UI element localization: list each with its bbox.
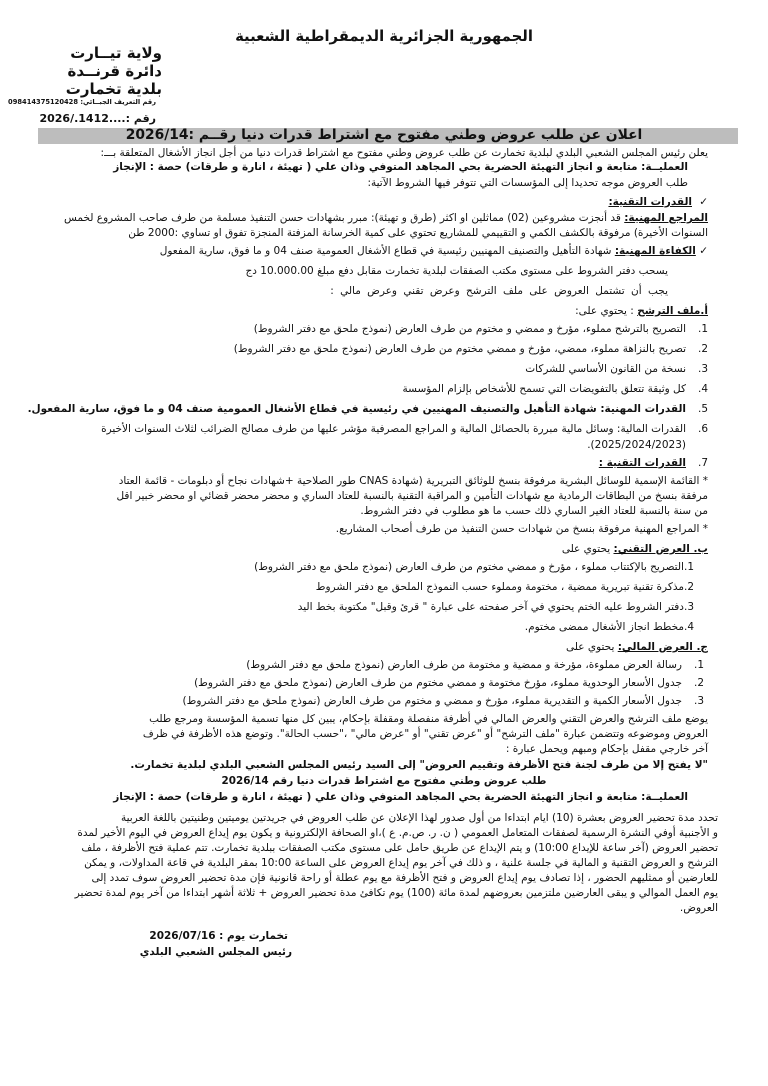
list-item-number: 3.	[693, 695, 704, 707]
deadline-line-6: يوم العمل الموالي و يبقى العارضين ملتزمين بعروضهم لمدة مائة (100) يوم تكافئ مدة تحضير العروض + ثلاثة أشهر ابتداءا من آخر يوم لمدة تحضير	[74, 887, 718, 899]
fiscal-id: رقم التعريف الجبــائي: 098414375120428	[8, 98, 156, 106]
list-item-number: 3.	[697, 363, 708, 375]
technical-offer-contains: يحتوي على	[561, 543, 611, 555]
list-item: كل وثيقة تتعلق بالتفويضات التي تسمح للأشخاص بإلزام المؤسسة	[402, 383, 686, 395]
list-item: جدول الأسعار الوحدوية مملوء، مؤرخ مختومة و ممضي مختوم من طرف العارض (نموذج ملحق مع دفتر الشروط)	[194, 677, 682, 689]
reference-number: رقم :....1412./2026	[39, 112, 156, 125]
operation-text: العمليــة: متابعة و انجاز التهيئة الحضرية بحي المجاهد المتوفي وذان علي ( تهيئة ، انارة و طرقات) حصة : الإنجاز	[113, 161, 688, 173]
years-text: (2025/2024/2023).	[587, 439, 686, 451]
deadline-line-2: و الأجنبية أوفي النشرة الرسمية لصفقات المتعامل العمومي ( ن. ر. ص.م. ع )،او الصحافة الإلكترونية و يكون يوم إيداع العروض في اليوم الأخير لمدة	[77, 827, 718, 839]
financial-offer-contains: يحتوي على	[566, 641, 615, 653]
list-item-number: 4.	[697, 383, 708, 395]
list-item: 3.دفتر الشروط عليه الختم يحتوي في آخر صفحته على عبارة " قرئ وقبل" مكتوبة بخط اليد	[297, 601, 694, 613]
envelope-quote-1: "لا يفتح إلا من طرف لجنة فتح الأظرفة وتقييم العروض" إلى السيد رئيس المجلس الشعبي البلدي لبلدية تخمارت.	[130, 759, 708, 771]
list-item-number: 7.	[697, 457, 708, 469]
prof-comp-text: شهادة التأهيل والتصنيف المهنيين رئيسية في قطاع الأشغال العمومية صنف 04 و ما فوق، سارية المفعول	[159, 245, 612, 257]
withdraw-text: يسحب دفتر الشروط على مستوى مكتب الصفقات لبلدية تخمارت مقابل دفع مبلغ 10.000.00 دج	[245, 265, 668, 277]
deadline-line-7: العروض.	[679, 902, 718, 914]
list-item: 4.مخطط انجاز الأشغال ممضى مختوم.	[524, 621, 694, 633]
envelopes-text-1: يوضع ملف الترشح والعرض التقني والعرض المالي في أظرفة منفصلة ومقفلة بإحكام، يبين كل منها تسمية المؤسسة ومرجع طلب	[149, 713, 708, 725]
prof-refs-text: قد أنجزت مشروعين (02) مماثلين او اكثر (طرق و تهيئة): مبرر بشهادات حسن التنفيذ مسلمة من طرف صاحب المشروع لخمس	[64, 212, 621, 224]
signature-signer: رئيس المجلس الشعبي البلدي	[139, 946, 292, 958]
intro-text: يعلن رئيس المجلس الشعبي البلدي لبلدية تخمارت عن طلب عروض وطني مفتوح مع اشتراط قدرات دنيا من أجل انجاز الأشغال المتعلقة بـــ:	[100, 147, 708, 159]
list-item-number: 6.	[697, 423, 708, 435]
announcement-title: اعلان عن طلب عروض وطني مفتوح مع اشتراط قدرات دنيا رقــم :2026/14	[125, 127, 643, 143]
aimed-text: طلب العروض موجه تحديدا إلى المؤسسات التي تتوفر فيها الشروط الآتية:	[367, 177, 688, 189]
list-item: تصريح بالنزاهة مملوء، ممضي، مؤرخ و ممضي مختوم من طرف العارض (نموذج ملحق مع دفتر الشروط)	[233, 343, 686, 355]
prof-refs-text-2: السنوات الأخيرة) مرفوقة بالكشف الكمي و التقييمي للمشاريع تحتوي على كمية الخرسانة المزفتة المنجزة تفوق او تساوي :2000 طن	[128, 227, 708, 239]
list-item-number: 2.	[693, 677, 704, 689]
prof-refs-label: المراجع المهنية:	[624, 212, 708, 224]
check-icon-1: ✓	[699, 196, 708, 208]
list-item: القدرات المهنية: شهادة التأهيل والتصنيف المهنيين في رئيسية في قطاع الأشغال العمومية صنف 04 و ما فوق، سارية المفعول.	[27, 403, 686, 415]
tech-detail-3: من سنة بالنسبة للعتاد الغير الساري ذلك حسب ما هو مطلوب في دفتر الشروط.	[360, 505, 708, 517]
list-item: القدرات التقنية :	[598, 457, 686, 469]
check-icon-2: ✓	[695, 245, 708, 257]
list-item: جدول الأسعار الكمية و التقديرية مملوء، مؤرخ و ممضي و مختوم من طرف العارض (نموذج ملحق مع دفتر الشروط)	[182, 695, 682, 707]
list-item: 1.التصريح بالإكتتاب مملوء ، مؤرخ و ممضي مختوم من طرف العارض (نموذج ملحق مع دفتر الشروط)	[254, 561, 694, 573]
technical-offer-heading: ب. العرض التقني:	[613, 543, 708, 555]
daira-name: دائرة قرنــدة	[67, 62, 162, 80]
prof-comp-label: الكفاءة المهنية:	[614, 245, 696, 257]
deadline-line-5: للعارضين أو ممثليهم الحضور ، إذا تصادف يوم إيداع العروض و فتح الأظرفة مع يوم عطلة أو راحة قانونية فإن مدة تحضير العروض سوف تمدد إلى	[91, 872, 718, 884]
commune-name: بلدية تخمارت	[65, 80, 162, 98]
republic-title: الجمهورية الجزائرية الديمقراطية الشعبية	[235, 28, 533, 45]
envelopes-text-2: العروض وموضوعه وتتضمن عبارة "ملف الترشح" أو "عرض تقني" أو "عرض مالي" ،"حسب الحالة". وتوضع هذه الأظرفة في ظرف	[142, 728, 708, 740]
tech-detail-2: مرفقة بنسخ من البطاقات الرمادية مع شهادات التأمين و المراقبة التقنية بالنسبة للعتاد الساري و محضر محضر قضائي او محضر خبير اقل	[116, 490, 708, 502]
candidature-contains: : يحتوي على:	[575, 305, 634, 317]
candidature-heading: أ.ملف الترشح	[637, 305, 708, 317]
deadline-line-1: تحدد مدة تحضير العروض بعشرة (10) ايام ابتداءا من أول صدور لهذا الإعلان عن طلب العروض في جريدتين يوميتين وطنيتين باللغة العربية	[120, 812, 718, 824]
deadline-line-3: تحضير العروض (آخر ساعة للإيداع 10:00) و يتم الإيداع عن طريق حامل على مستوى مكتب الصفقات ببلدية تخمارت. تتم عملية فتح الأظرفة ، ملف	[81, 842, 718, 854]
envelopes-text-3: آخر خارجي مقفل بإحكام ومبهم ويحمل عبارة :	[505, 743, 708, 755]
wilaya-name: ولاية تيــارت	[70, 44, 162, 62]
list-item-number: 2.	[697, 343, 708, 355]
list-item-number: 1.	[697, 323, 708, 335]
list-item: التصريح بالترشح مملوء، مؤرخ و ممضي و مختوم من طرف العارض (نموذج ملحق مع دفتر الشروط)	[253, 323, 686, 335]
list-item: 2.مذكرة تقنية تبريرية ممضية ، مختومة ومملوء حسب النموذج الملحق مع دفتر الشروط	[315, 581, 694, 593]
signature-date: تخمارت يوم : 2026/07/16	[149, 930, 288, 942]
list-item-number: 1.	[693, 659, 704, 671]
list-item: القدرات المالية: وسائل مالية مبررة بالحصائل المالية و المراجع المصرفية مؤشر عليها من طرف مصالح الضرائب لثلاث السنوات الأخيرة	[101, 423, 686, 435]
must-text: يجب أن تشتمل العروض على ملف الترشح وعرض تقني وعرض مالي :	[330, 285, 668, 297]
list-item: رسالة العرض مملوءة، مؤرخة و ممضية و مختومة من طرف العارض (نموذج ملحق مع دفتر الشروط)	[246, 659, 682, 671]
deadline-line-4: الترشح و العروض التقنية و المالية في جلسة علنية ، و ذلك في آخر يوم إيداع العروض على الساعة 10:00 بمقر البلدية في قاعة المداولات، و يمكن	[84, 857, 718, 869]
list-item: نسخة من القانون الأساسي للشركات	[525, 363, 686, 375]
financial-offer-heading: ج. العرض المالي:	[617, 641, 708, 653]
list-item-number: 5.	[697, 403, 708, 415]
tech-detail-4: * المراجع المهنية مرفوقة بنسخ من شهادات حسن التنفيذ من طرف أصحاب المشاريع.	[335, 523, 708, 535]
technical-title: القدرات التقنية:	[608, 196, 692, 208]
envelope-operation: العمليــة: متابعة و انجاز التهيئة الحضرية بحي المجاهد المتوفي وذان علي ( تهيئة ، انارة و طرقات) حصة : الإنجاز	[113, 791, 688, 803]
tech-detail-1: * القائمة الإسمية للوسائل البشرية مرفوقة بنسخ للوثائق التبريرية (شهادة CNAS طور الصلاحية +شهادات نجاح أو دبلومات - قائمة العتاد	[118, 475, 708, 487]
envelope-quote-2: طلب عروض وطني مفتوح مع اشتراط قدرات دنيا رقم 2026/14	[221, 775, 547, 787]
